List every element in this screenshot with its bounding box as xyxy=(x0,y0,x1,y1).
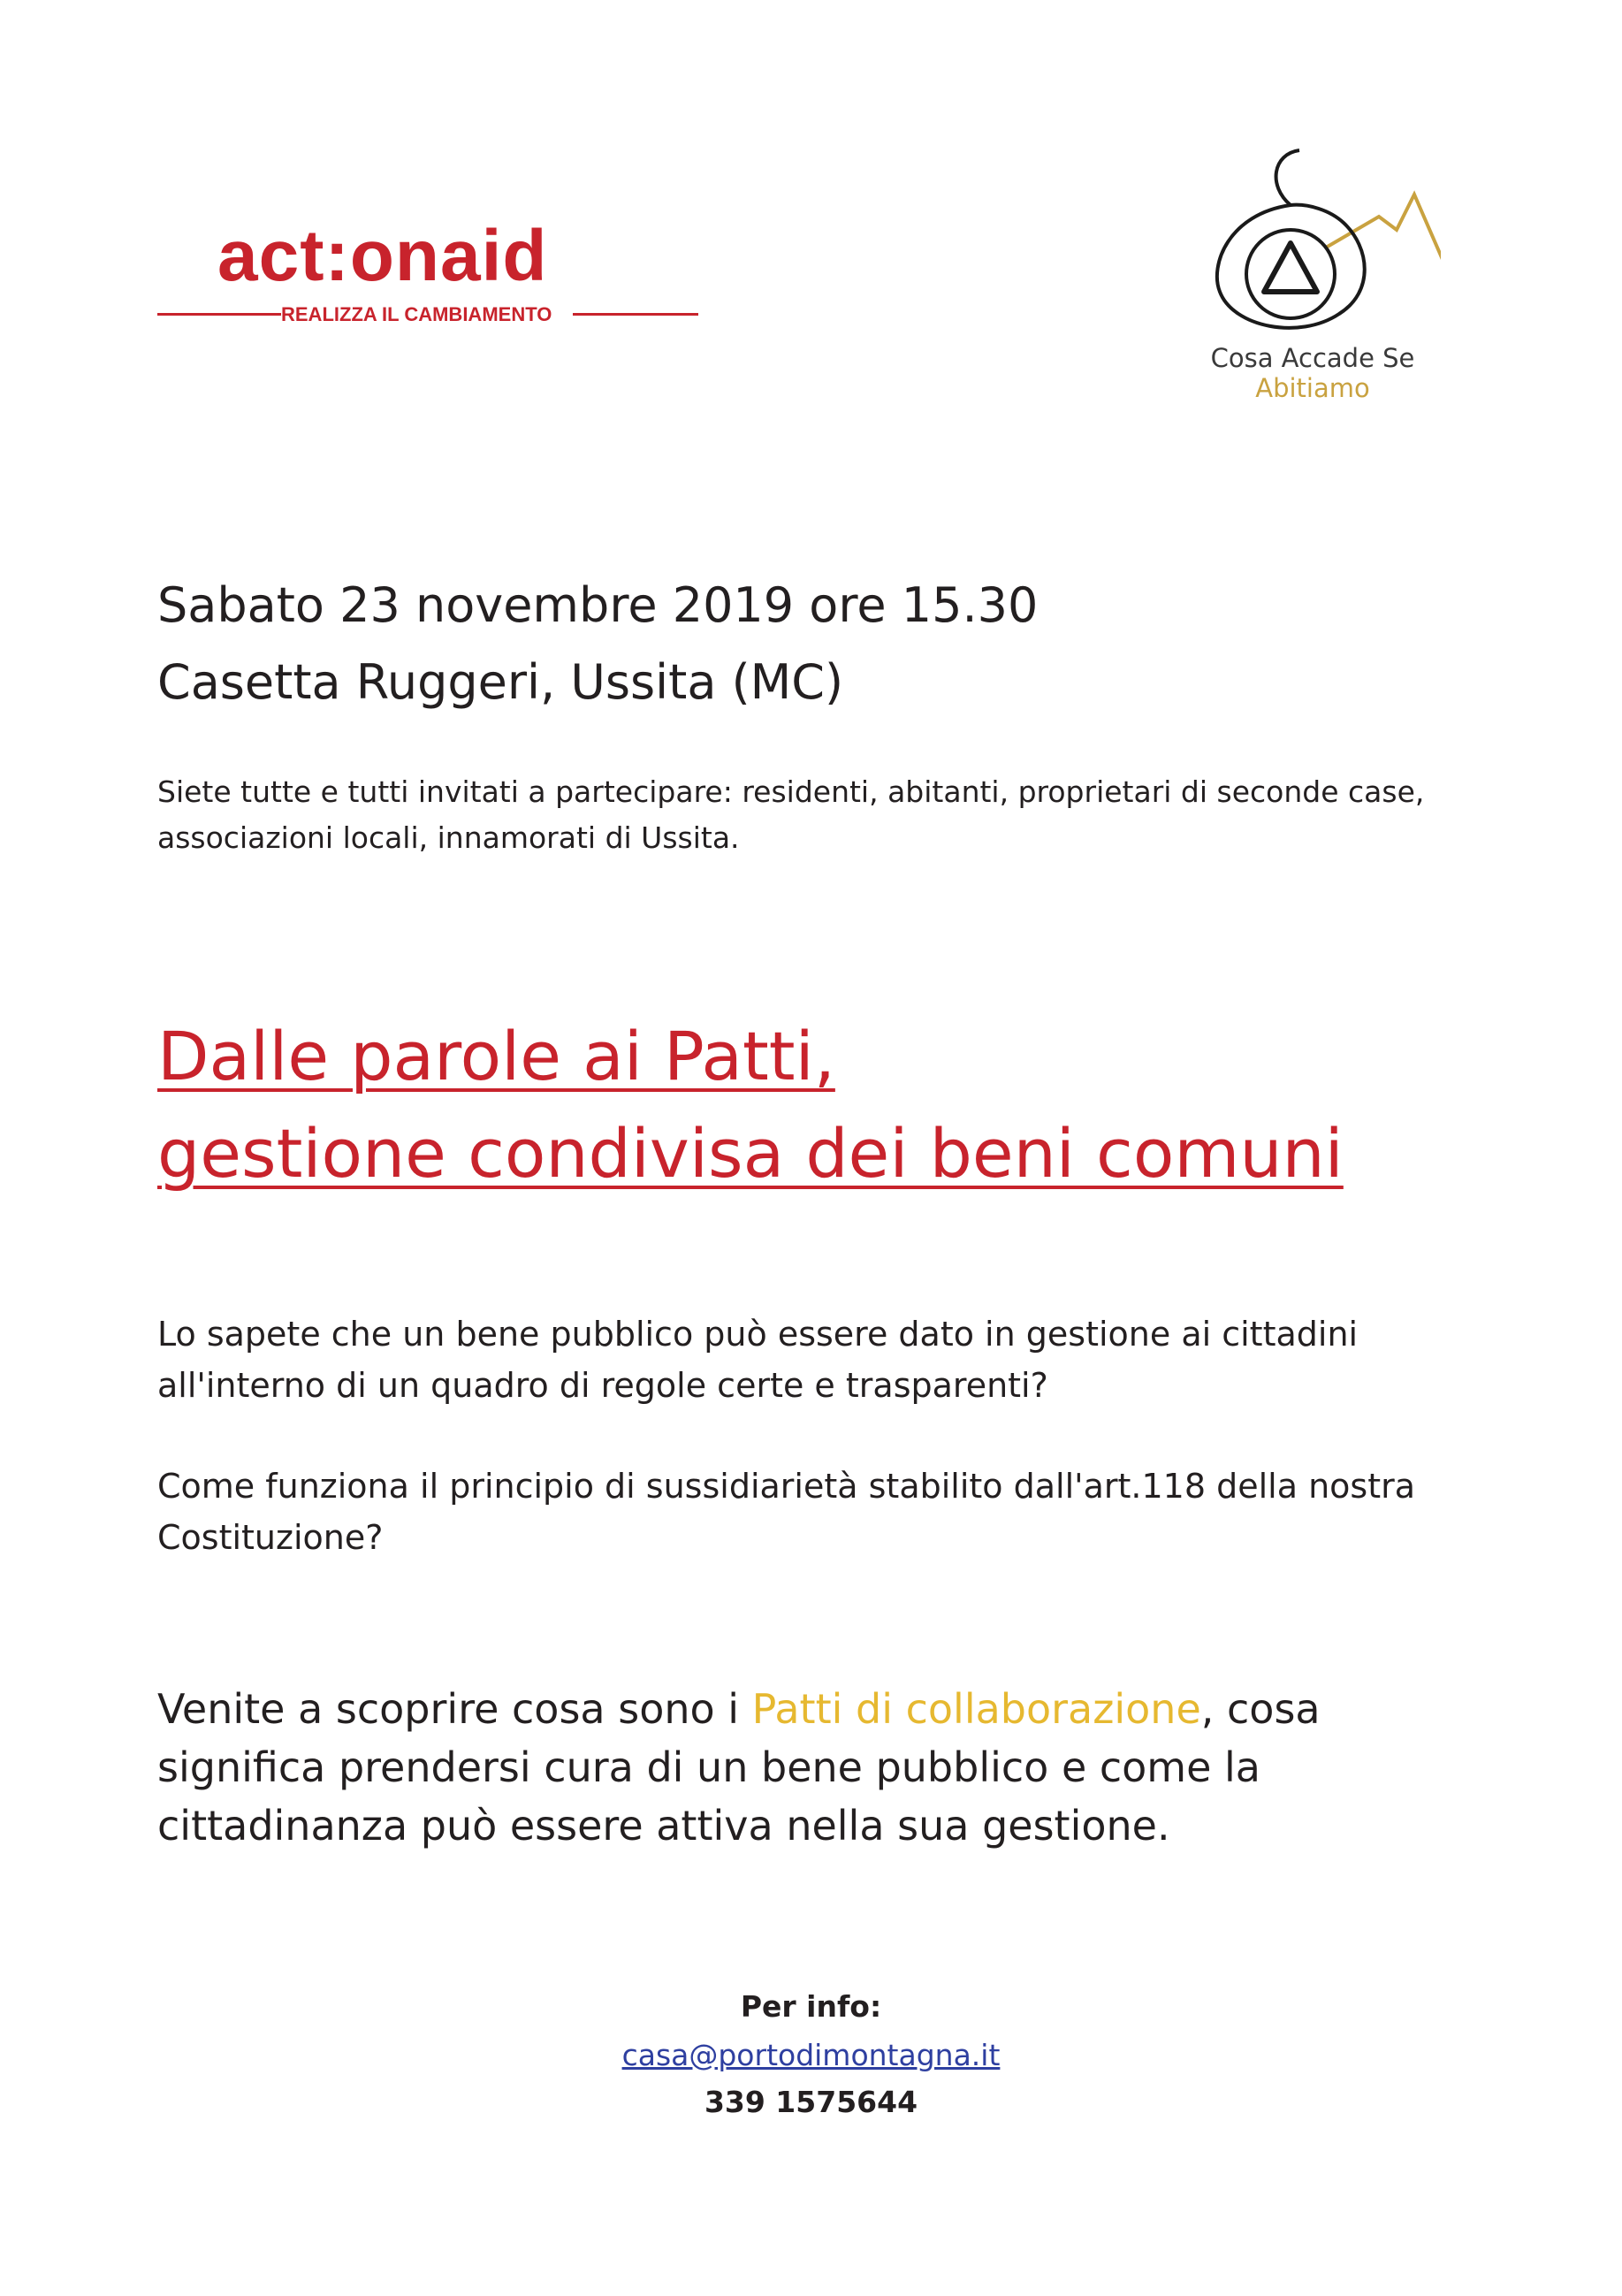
actionaid-tagline: REALIZZA IL CAMBIAMENTO xyxy=(281,303,552,325)
invite-text: Siete tutte e tutti invitati a partecipare: residenti, abitanti, proprietari di seconde case, associazioni locali, innamorati di Ussita. xyxy=(157,774,1425,855)
cta-highlight: Patti di collaborazione xyxy=(751,1685,1201,1733)
info-email-link[interactable]: casa@portodimontagna.it xyxy=(621,2038,1001,2072)
casa-logo xyxy=(1193,141,1441,416)
actionaid-rule-left xyxy=(157,313,281,316)
event-location: Casetta Ruggeri, Ussita (MC) xyxy=(157,654,844,710)
headline-line-2: gestione condivisa dei beni comuni xyxy=(157,1114,1344,1193)
triangle-icon xyxy=(1264,243,1317,292)
event-date: Sabato 23 novembre 2019 ore 15.30 xyxy=(157,577,1039,633)
casa-symbol-icon xyxy=(1193,141,1441,336)
call-to-action xyxy=(157,1680,1483,1855)
question-2: Come funziona il principio di sussidiarietà stabilito dall'art.118 della nostra Costituzione? xyxy=(157,1467,1416,1557)
casa-logo-line1: Cosa Accade Se xyxy=(1210,343,1415,373)
actionaid-rule-right xyxy=(573,313,698,316)
actionaid-wordmark: act:onaid xyxy=(217,216,548,296)
info-phone: 339 1575644 xyxy=(704,2085,918,2119)
cta-before: Venite a scoprire cosa sono i xyxy=(157,1685,752,1733)
actionaid-logo xyxy=(157,212,705,327)
question-1: Lo sapete che un bene pubblico può essere dato in gestione ai cittadini all'interno di un quadro di regole certe e trasparenti? xyxy=(157,1315,1359,1405)
info-label: Per info: xyxy=(740,1989,882,2024)
mountain-outline-icon xyxy=(1326,195,1441,296)
cta-after: , cosa significa prendersi cura di un bene pubblico e come la cittadinanza può essere attiva nella sua gestione. xyxy=(157,1685,1321,1850)
headline-line-1: Dalle parole ai Patti, xyxy=(157,1017,835,1095)
casa-logo-line2: Abitiamo xyxy=(1255,373,1370,403)
